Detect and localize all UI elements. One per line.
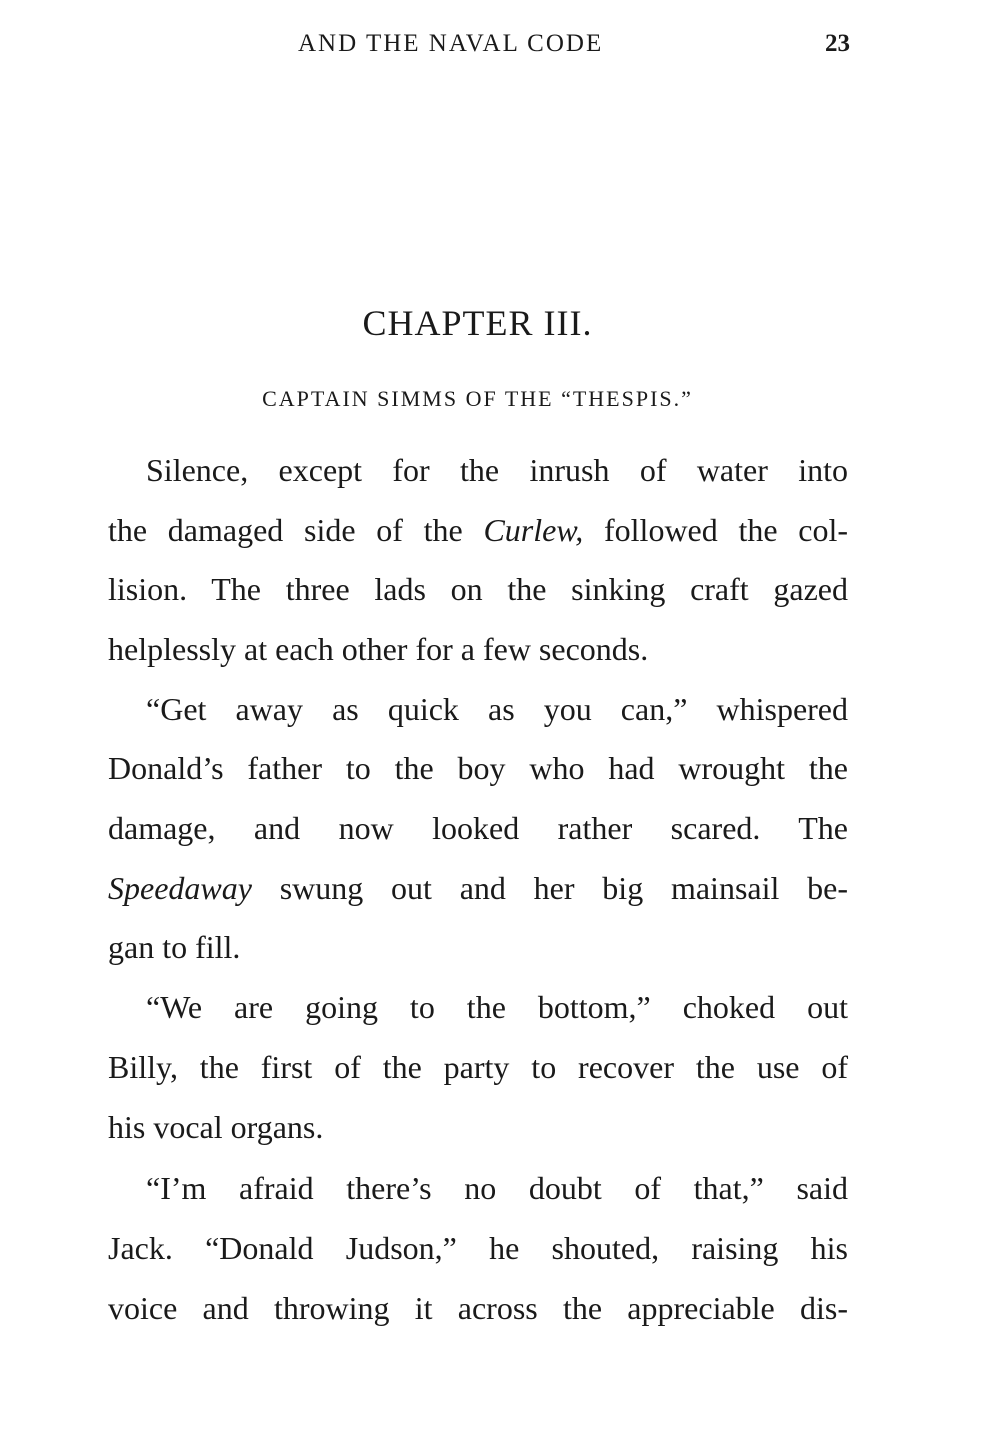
- text-line: “We are going to the bottom,” choked out: [146, 989, 848, 1025]
- running-head: [108, 30, 850, 70]
- text-line: helplessly at each other for a few seconds.: [108, 631, 649, 667]
- text-line: Billy, the first of the party to recover the use of: [108, 1049, 848, 1085]
- text-line: lision. The three lads on the sinking craft gazed: [108, 571, 848, 607]
- text-line: gan to fill.: [108, 929, 241, 965]
- vessel-name-curlew: Curlew,: [483, 512, 584, 548]
- text-line: his vocal organs.: [108, 1109, 324, 1145]
- text-line: damage, and now looked rather scared. The: [108, 810, 848, 846]
- running-title: AND THE NAVAL CODE: [298, 30, 604, 57]
- text-line: Donald’s father to the boy who had wrought the: [108, 750, 848, 786]
- text-line: Jack. “Donald Judson,” he shouted, raising his: [108, 1230, 848, 1266]
- text-segment: swung out and her big mainsail be-: [251, 870, 848, 906]
- text-line: [108, 508, 848, 552]
- text-line: “Get away as quick as you can,” whispered: [146, 691, 848, 727]
- text-line: Silence, except for the inrush of water into: [146, 452, 848, 488]
- text-segment: followed the col-: [583, 512, 849, 548]
- chapter-subtitle: CAPTAIN SIMMS OF THE “THESPIS.”: [262, 386, 693, 411]
- vessel-name-speedaway: Speedaway: [108, 870, 252, 906]
- chapter-title: CHAPTER III.: [362, 303, 593, 343]
- text-segment: the damaged side of the: [108, 512, 484, 548]
- text-line: [108, 866, 848, 910]
- text-line: voice and throwing it across the appreciable dis-: [108, 1290, 848, 1326]
- page-number: 23: [825, 30, 850, 57]
- text-line: “I’m afraid there’s no doubt of that,” said: [146, 1170, 848, 1206]
